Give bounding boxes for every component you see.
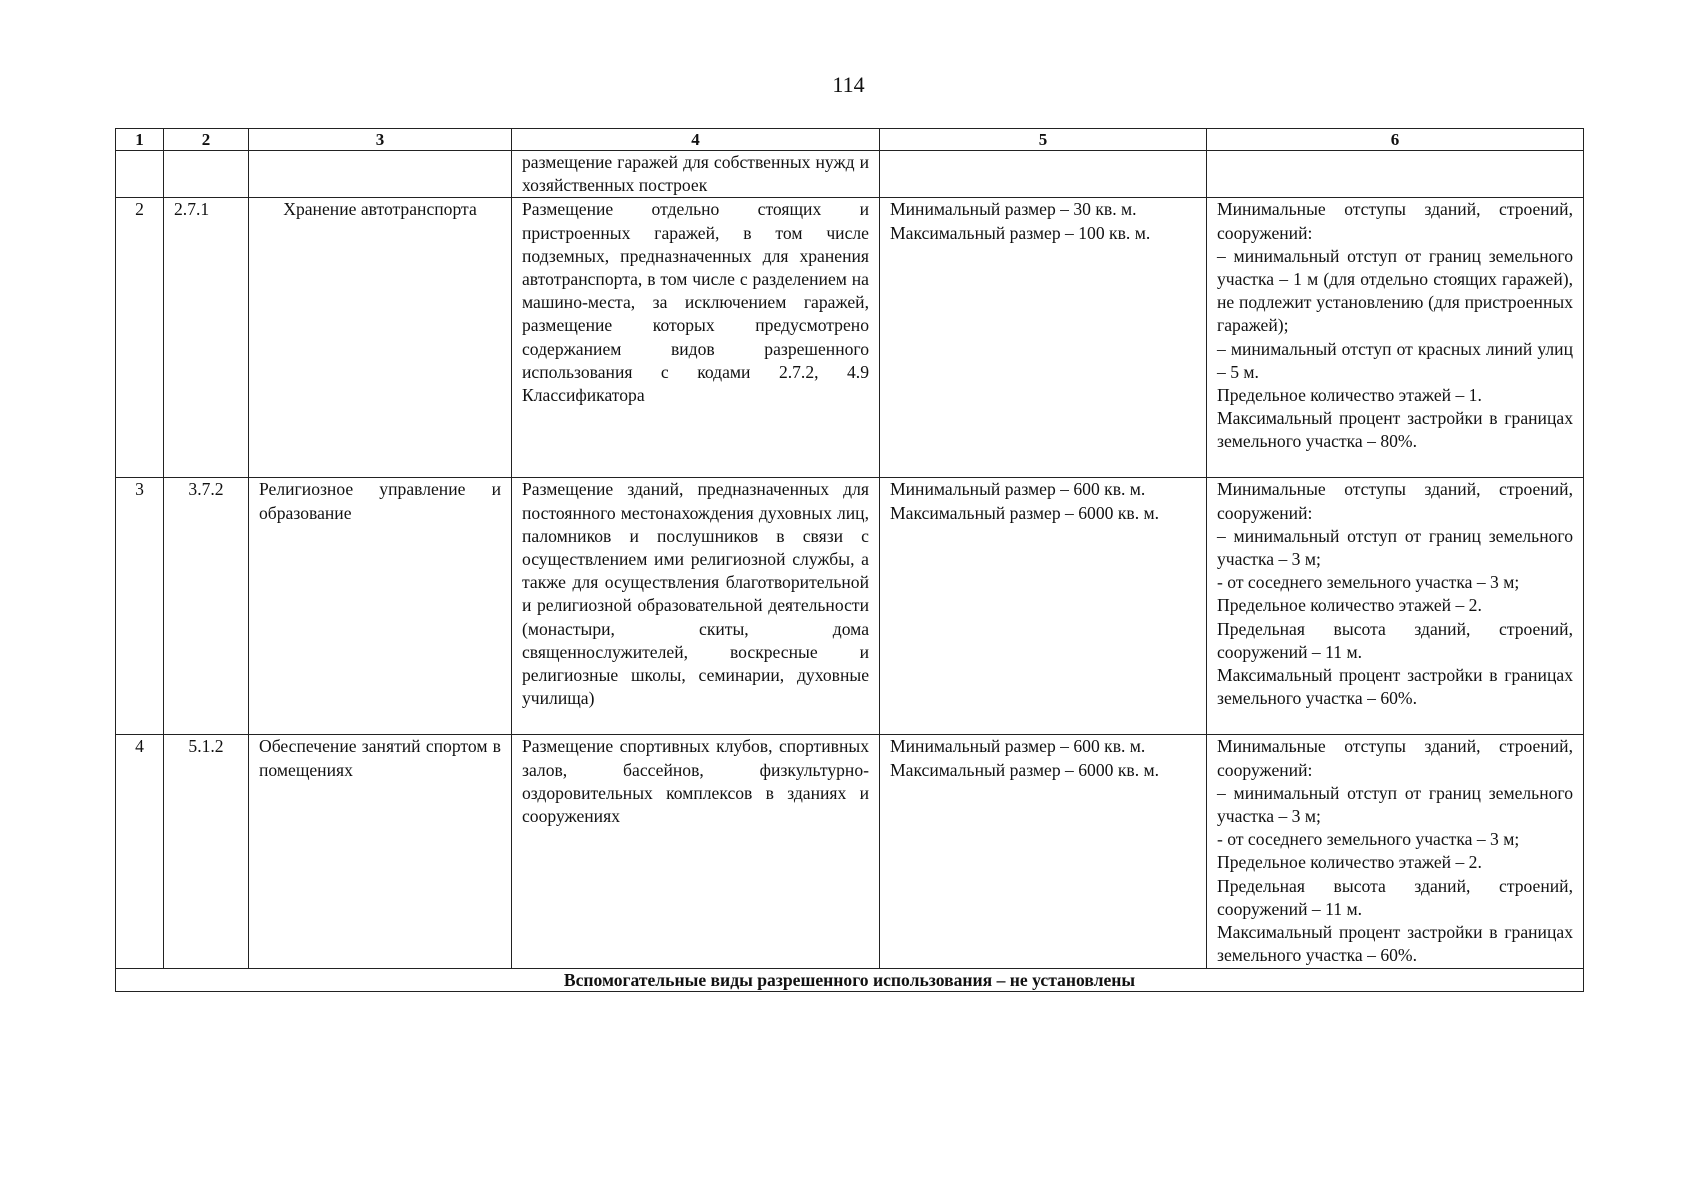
max-size: Максимальный размер – 100 кв. м. bbox=[890, 222, 1151, 243]
build-parameters bbox=[1207, 198, 1584, 478]
param-line: Минимальные отступы зданий, строений, сооружений: bbox=[1217, 199, 1573, 243]
continuation-row bbox=[116, 151, 1584, 198]
use-code: 3.7.2 bbox=[164, 478, 249, 735]
cell-empty bbox=[1207, 151, 1584, 198]
row-number: 3 bbox=[116, 478, 164, 735]
param-line: Предельное количество этажей – 2. bbox=[1217, 852, 1482, 873]
row-number: 2 bbox=[116, 198, 164, 478]
param-line: Предельное количество этажей – 2. bbox=[1217, 595, 1482, 616]
use-description: Размещение спортивных клубов, спортивных залов, бассейнов, физкультурно-оздоровительных комплексов в зданиях и сооружениях bbox=[512, 735, 880, 969]
land-use-table bbox=[115, 128, 1584, 992]
max-size: Максимальный размер – 6000 кв. м. bbox=[890, 502, 1160, 523]
min-size: Минимальный размер – 30 кв. м. bbox=[890, 199, 1137, 220]
param-line: – минимальный отступ от границ земельного участка – 3 м; bbox=[1217, 782, 1573, 827]
min-size: Минимальный размер – 600 кв. м. bbox=[890, 736, 1146, 757]
max-size: Максимальный размер – 6000 кв. м. bbox=[890, 759, 1160, 780]
table-row bbox=[116, 478, 1584, 735]
param-line: Предельная высота зданий, строений, сооружений – 11 м. bbox=[1217, 618, 1573, 662]
table-row bbox=[116, 198, 1584, 478]
param-line: Максимальный процент застройки в границах земельного участка – 80%. bbox=[1217, 408, 1573, 452]
header-col-3: 3 bbox=[249, 129, 512, 151]
param-line: Максимальный процент застройки в границах земельного участка – 60%. bbox=[1217, 665, 1573, 709]
header-col-1: 1 bbox=[116, 129, 164, 151]
param-line: Предельная высота зданий, строений, сооружений – 11 м. bbox=[1217, 875, 1573, 919]
use-description: Размещение зданий, предназначенных для постоянного местонахождения духовных лиц, паломников и послушников в связи с осуществлением ими религиозной службы, а также для осуществления благотворительной и религиозной образовательной деятельности (монастыри, скиты, дома священнослужителей, воскресные и религиозные школы, семинарии, духовные училища) bbox=[512, 478, 880, 735]
param-line: – минимальный отступ от красных линий улиц – 5 м. bbox=[1217, 338, 1573, 382]
use-name: Хранение автотранспорта bbox=[249, 198, 512, 478]
param-line: – минимальный отступ от границ земельного участка – 3 м; bbox=[1217, 525, 1573, 570]
cell-empty bbox=[116, 151, 164, 198]
header-row bbox=[116, 129, 1584, 151]
use-code: 2.7.1 bbox=[164, 198, 249, 478]
param-line: Минимальные отступы зданий, строений, сооружений: bbox=[1217, 736, 1573, 780]
plot-size-limits bbox=[880, 198, 1207, 478]
build-parameters bbox=[1207, 735, 1584, 969]
header-col-5: 5 bbox=[880, 129, 1207, 151]
cell-empty bbox=[164, 151, 249, 198]
use-description: Размещение отдельно стоящих и пристроенных гаражей, в том числе подземных, предназначенных для хранения автотранспорта, в том числе с разделением на машино-места, за исключением гаражей, размещение которых предусмотрено содержанием видов разрешенного использования с кодами 2.7.2, 4.9 Классификатора bbox=[512, 198, 880, 478]
continuation-description: размещение гаражей для собственных нужд и хозяйственных построек bbox=[512, 151, 880, 198]
auxiliary-uses-note: Вспомогательные виды разрешенного использования – не установлены bbox=[116, 969, 1584, 992]
table-row bbox=[116, 735, 1584, 969]
use-name: Обеспечение занятий спортом в помещениях bbox=[249, 735, 512, 969]
page-number: 114 bbox=[832, 72, 865, 97]
param-line: - от соседнего земельного участка – 3 м; bbox=[1217, 829, 1520, 850]
header-col-2: 2 bbox=[164, 129, 249, 151]
param-line: – минимальный отступ от границ земельного участка – 1 м (для отдельно стоящих гаражей), не подлежит установлению (для пристроенных гаражей); bbox=[1217, 245, 1573, 336]
use-code: 5.1.2 bbox=[164, 735, 249, 969]
row-number: 4 bbox=[116, 735, 164, 969]
param-line: Минимальные отступы зданий, строений, сооружений: bbox=[1217, 479, 1573, 523]
footer-row bbox=[116, 969, 1584, 992]
param-line: - от соседнего земельного участка – 3 м; bbox=[1217, 572, 1520, 593]
header-col-6: 6 bbox=[1207, 129, 1584, 151]
cell-empty bbox=[880, 151, 1207, 198]
plot-size-limits bbox=[880, 735, 1207, 969]
plot-size-limits bbox=[880, 478, 1207, 735]
min-size: Минимальный размер – 600 кв. м. bbox=[890, 479, 1146, 500]
cell-empty bbox=[249, 151, 512, 198]
build-parameters bbox=[1207, 478, 1584, 735]
header-col-4: 4 bbox=[512, 129, 880, 151]
param-line: Максимальный процент застройки в границах земельного участка – 60%. bbox=[1217, 922, 1573, 966]
use-name: Религиозное управление и образование bbox=[249, 478, 512, 735]
param-line: Предельное количество этажей – 1. bbox=[1217, 385, 1482, 406]
